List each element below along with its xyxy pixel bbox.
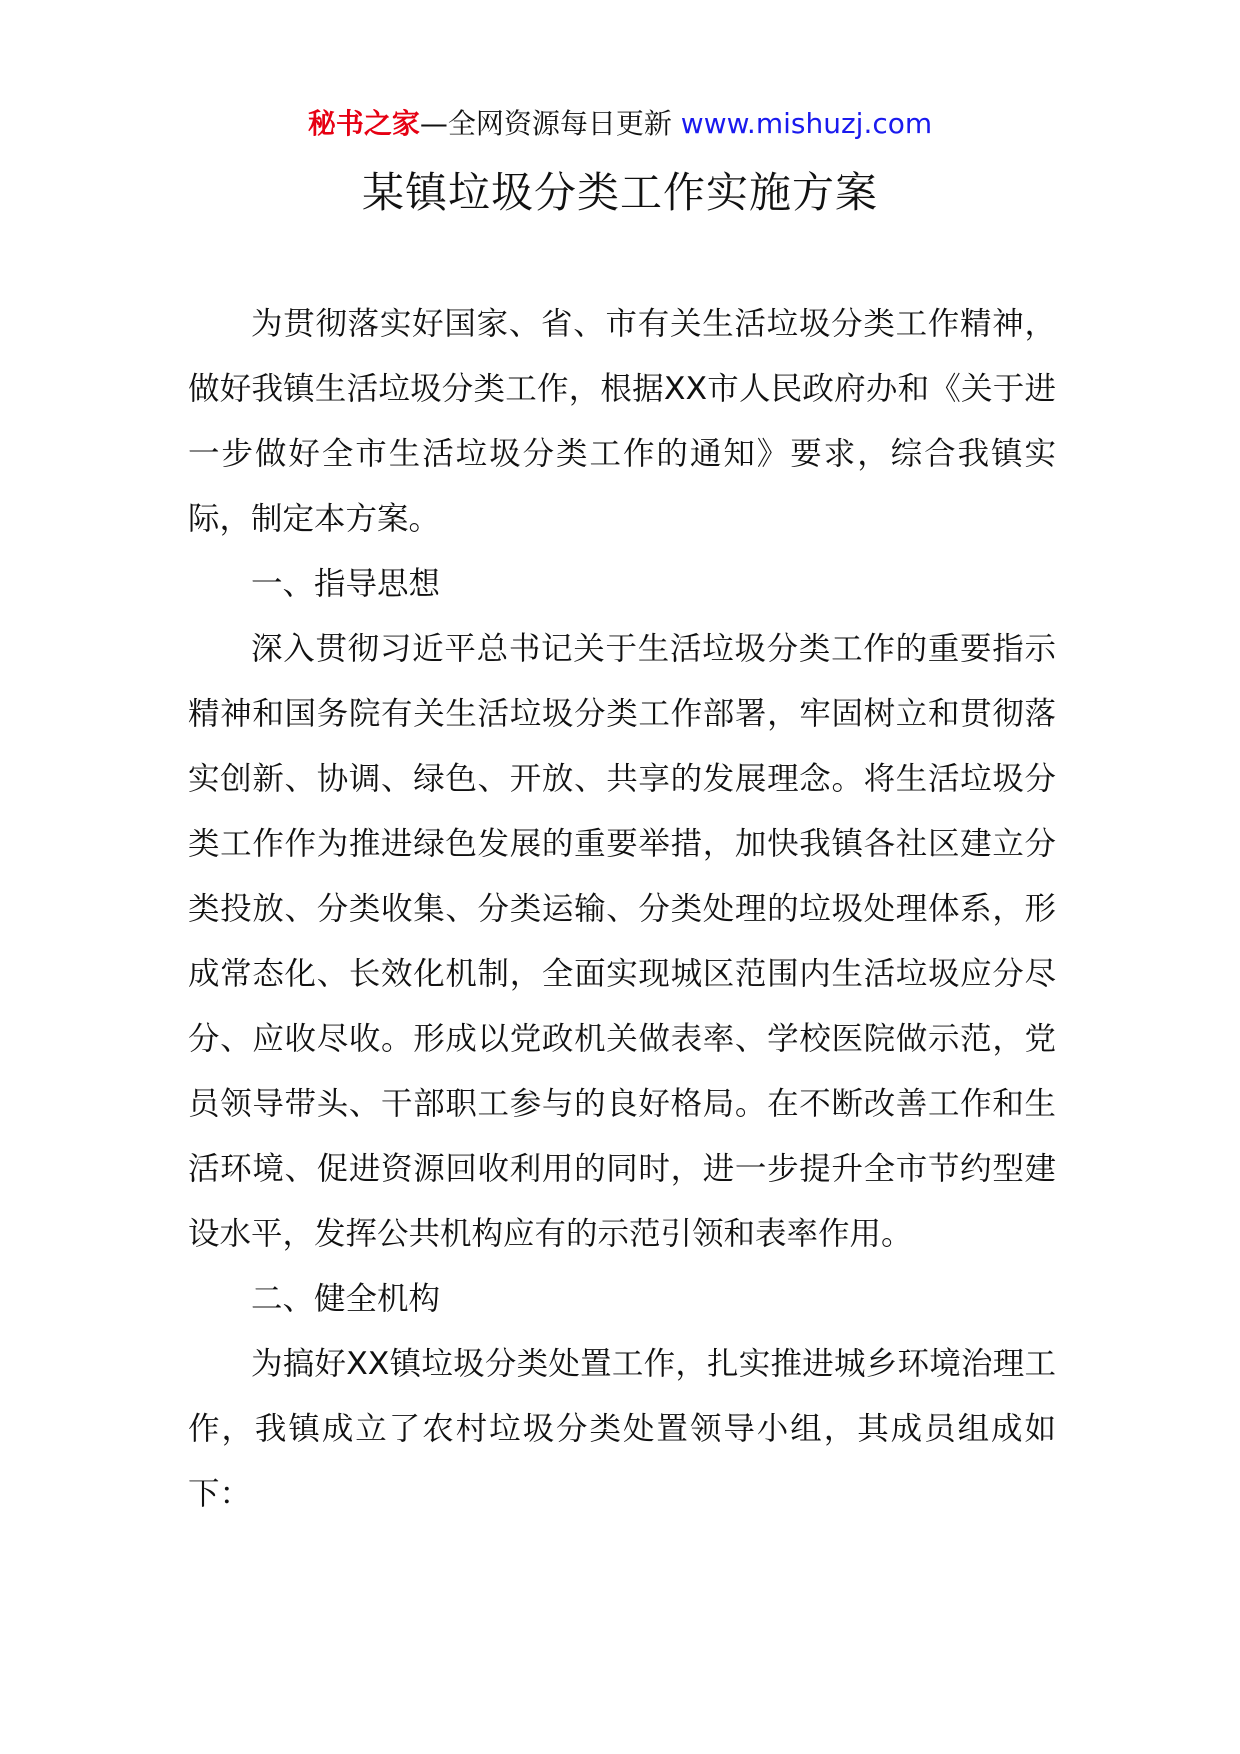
site-banner: [0, 104, 1240, 144]
site-url-link[interactable]: www.mishuzj.com: [680, 107, 933, 140]
document-title: 某镇垃圾分类工作实施方案: [361, 168, 878, 217]
section-heading-organization: 二、健全机构: [251, 1281, 441, 1317]
brand-name: 秘书之家: [307, 107, 420, 140]
intro-paragraph: 为贯彻落实好国家、省、市有关生活垃圾分类工作精神，做好我镇生活垃圾分类工作，根据XX市人民政府办和《关于进一步做好全市生活垃圾分类工作的通知》要求，综合我镇实际，制定本方案。: [188, 306, 1056, 537]
section-heading-guiding-ideology: 一、指导思想: [251, 566, 441, 602]
organization-paragraph: 为搞好XX镇垃圾分类处置工作，扎实推进城乡环境治理工作，我镇成立了农村垃圾分类处置领导小组，其成员组成如下：: [188, 1346, 1056, 1512]
document-body: [188, 292, 1056, 1527]
banner-tagline: —全网资源每日更新: [419, 107, 672, 140]
guiding-ideology-paragraph: 深入贯彻习近平总书记关于生活垃圾分类工作的重要指示精神和国务院有关生活垃圾分类工作部署，牢固树立和贯彻落实创新、协调、绿色、开放、共享的发展理念。将生活垃圾分类工作作为推进绿色发展的重要举措，加快我镇各社区建立分类投放、分类收集、分类运输、分类处理的垃圾处理体系，形成常态化、长效化机制，全面实现城区范围内生活垃圾应分尽分、应收尽收。形成以党政机关做表率、学校医院做示范，党员领导带头、干部职工参与的良好格局。在不断改善工作和生活环境、促进资源回收利用的同时，进一步提升全市节约型建设水平，发挥公共机构应有的示范引领和表率作用。: [188, 631, 1056, 1252]
